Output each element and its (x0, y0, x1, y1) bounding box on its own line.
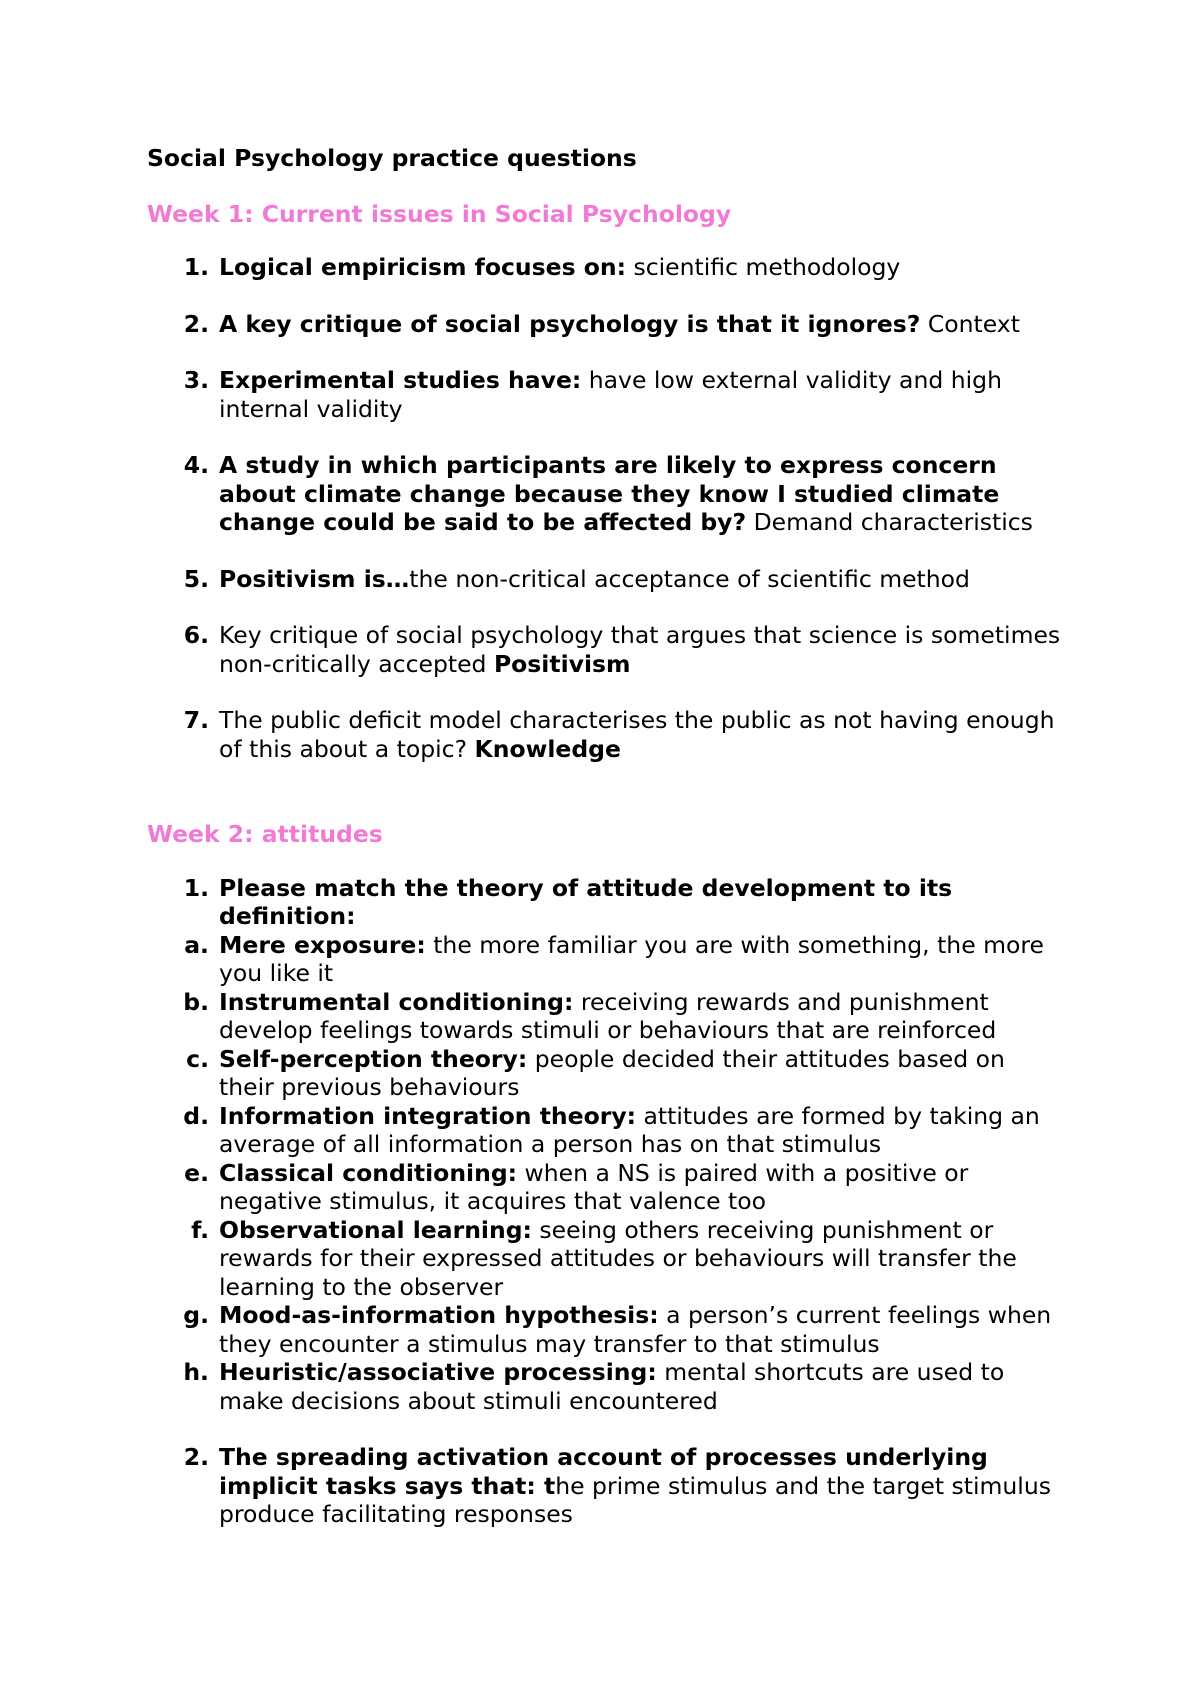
theory-name: Mood-as-information hypothesis: (219, 1301, 659, 1329)
answer-text: Positivism (493, 649, 631, 678)
week1-question-4 (147, 451, 1067, 537)
question-text: The spreading activation account of processes underlying implicit tasks says that: t (219, 1443, 988, 1500)
item-letter: c. (186, 1044, 209, 1073)
theory-name: Observational learning: (219, 1215, 532, 1244)
question-text: A key critique of social psychology is that it ignores? (219, 309, 921, 338)
item-letter: d. (183, 1101, 209, 1130)
week2-question-2 (147, 1443, 1067, 1529)
item-letter: f. (191, 1215, 209, 1244)
question-text: Logical empiricism focuses on: (219, 253, 627, 281)
question-number: 6. (183, 621, 209, 649)
theory-definition: the more familiar you are with something, the more you like it (219, 930, 1045, 987)
matching-item-e (147, 1159, 1067, 1216)
theory-name: Information integration theory: (219, 1101, 637, 1130)
week2-question-list (147, 874, 1067, 931)
matching-item-g (147, 1301, 1067, 1358)
question-text: The public deficit model characterises the public as not having enough of this about a topic? (219, 706, 1055, 763)
question-number: 1. (183, 253, 209, 281)
question-text: Please match the theory of attitude development to its definition: (219, 873, 953, 930)
question-text: Experimental studies have: (219, 366, 582, 394)
document-title: Social Psychology practice questions (147, 144, 637, 172)
week2-question-1 (147, 874, 1067, 931)
theory-definition: seeing others receiving punishment or rewards for their expressed attitudes or behaviours will transfer the learning to the observer (219, 1215, 1017, 1301)
item-letter: b. (183, 987, 209, 1016)
answer-text: Demand characteristics (746, 508, 1033, 536)
question-text: Positivism is… (219, 564, 410, 593)
question-number: 4. (183, 451, 209, 479)
theory-name: Self-perception theory: (219, 1044, 528, 1073)
matching-item-a (147, 931, 1067, 988)
theory-name: Classical conditioning: (219, 1158, 518, 1187)
week1-question-5 (147, 565, 1067, 594)
matching-item-c (147, 1045, 1067, 1102)
question-number: 1. (183, 873, 209, 902)
week1-question-7 (147, 706, 1067, 763)
matching-item-d (147, 1102, 1067, 1159)
matching-item-h (147, 1358, 1067, 1415)
question-number: 3. (183, 366, 209, 394)
question-text: Key critique of social psychology that argues that science is sometimes non-critically accepted (219, 621, 1061, 678)
week1-question-1 (147, 253, 1067, 282)
theory-definition: people decided their attitudes based on their previous behaviours (219, 1044, 1005, 1101)
week2-heading: Week 2: attitudes (147, 820, 383, 848)
question-number: 5. (183, 564, 209, 593)
theory-name: Mere exposure: (219, 930, 426, 959)
answer-text: Knowledge (474, 734, 621, 763)
question-number: 2. (183, 309, 209, 338)
answer-text: Context (920, 309, 1020, 338)
document-page (147, 144, 1067, 1557)
week1-question-2 (147, 310, 1067, 339)
question-number: 2. (183, 1443, 209, 1471)
week1-question-6 (147, 621, 1067, 678)
item-letter: g. (183, 1301, 209, 1329)
matching-item-f (147, 1216, 1067, 1302)
week2-question-list-continued (147, 1443, 1067, 1529)
item-letter: h. (183, 1358, 209, 1386)
week1-question-3 (147, 366, 1067, 423)
item-letter: a. (184, 930, 209, 959)
theory-definition: mental shortcuts are used to make decisions about stimuli encountered (219, 1358, 1005, 1415)
answer-text: scientific methodology (626, 253, 901, 281)
theory-definition: a person’s current feelings when they encounter a stimulus may transfer to that stimulus (219, 1301, 1052, 1358)
answer-text: he prime stimulus and the target stimulus produce facilitating responses (219, 1471, 1051, 1528)
theory-name: Instrumental conditioning: (219, 987, 574, 1016)
week2-matching-list (147, 931, 1067, 1416)
question-text: A study in which participants are likely to express concern about climate change because they know I studied climate change could be said to be affected by? (219, 451, 1000, 536)
answer-text: the non-critical acceptance of scientific method (409, 564, 970, 593)
week1-heading: Week 1: Current issues in Social Psychology (147, 199, 732, 228)
question-number: 7. (183, 706, 209, 734)
theory-definition: attitudes are formed by taking an average of all information a person has on that stimulus (219, 1101, 1040, 1158)
theory-definition: receiving rewards and punishment develop feelings towards stimuli or behaviours that are reinforced (219, 987, 997, 1044)
matching-item-b (147, 988, 1067, 1045)
item-letter: e. (184, 1158, 209, 1187)
week1-question-list (147, 253, 1067, 763)
theory-name: Heuristic/associative processing: (219, 1358, 657, 1386)
theory-definition: when a NS is paired with a positive or negative stimulus, it acquires that valence too (219, 1158, 969, 1215)
answer-text: have low external validity and high internal validity (219, 366, 1002, 423)
